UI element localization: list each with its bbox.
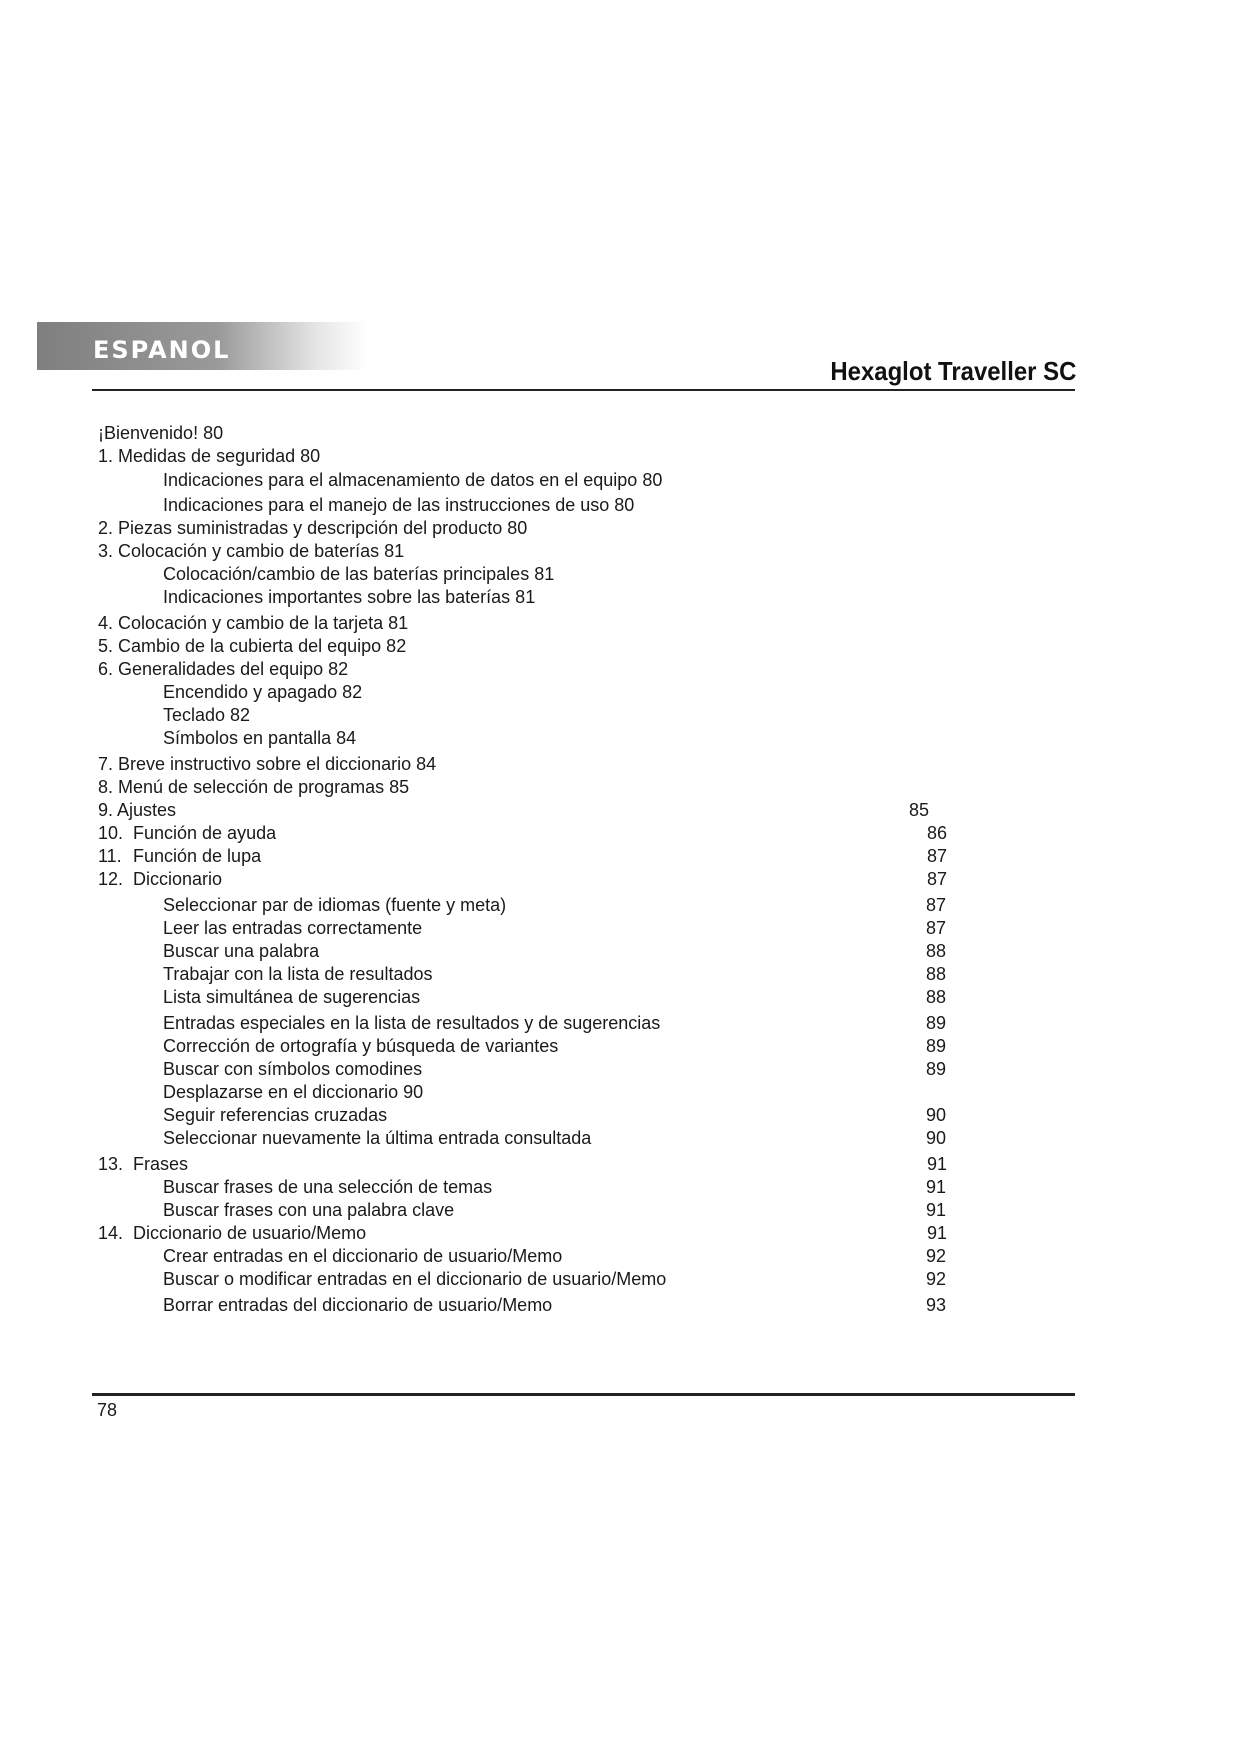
toc-entry-page: 91 — [927, 1154, 948, 1174]
toc-entry — [98, 754, 1048, 774]
toc-entry — [98, 1200, 1048, 1220]
toc-entry-text: Leer las entradas correctamente — [163, 918, 423, 938]
toc-entry-text: 12. — [98, 869, 124, 889]
toc-entry-text: Seleccionar par de idiomas (fuente y meta) — [163, 895, 507, 915]
toc-entry — [98, 1105, 1048, 1125]
toc-entry-text: Buscar una palabra — [163, 941, 320, 961]
toc-entry — [98, 659, 1048, 679]
toc-entry — [98, 987, 1048, 1007]
toc-entry-text: ¡Bienvenido! 80 — [98, 423, 224, 443]
toc-entry-text: 2. Piezas suministradas y descripción del producto 80 — [98, 518, 528, 538]
toc-entry-page: 89 — [926, 1013, 947, 1033]
toc-entry-page: 87 — [926, 895, 947, 915]
toc-entry — [98, 587, 1048, 607]
toc-entry-text: Trabajar con la lista de resultados — [163, 964, 433, 984]
toc-entry-title: Frases — [133, 1154, 189, 1174]
toc-entry — [98, 1223, 1048, 1243]
toc-entry — [98, 1059, 1048, 1079]
toc-entry — [98, 800, 1048, 820]
toc-entry — [98, 1246, 1048, 1266]
toc-entry — [98, 423, 1048, 443]
toc-entry — [98, 1269, 1048, 1289]
toc-entry-text: Lista simultánea de sugerencias — [163, 987, 421, 1007]
footer-rule — [92, 1393, 1075, 1396]
toc-entry-title: Función de lupa — [133, 846, 262, 866]
toc-entry-text: Indicaciones para el almacenamiento de datos en el equipo 80 — [163, 470, 663, 490]
toc-entry-text: Encendido y apagado 82 — [163, 682, 363, 702]
toc-entry-text: Buscar con símbolos comodines — [163, 1059, 423, 1079]
toc-entry-text: Seguir referencias cruzadas — [163, 1105, 388, 1125]
toc-entry — [98, 1295, 1048, 1315]
toc-entry — [98, 1013, 1048, 1033]
header-rule — [92, 389, 1075, 391]
toc-entry — [98, 1154, 1048, 1174]
toc-entry-page: 89 — [926, 1036, 947, 1056]
language-tab — [37, 322, 367, 370]
page-number: 78 — [97, 1400, 118, 1420]
toc-entry — [98, 518, 1048, 538]
toc-entry-page: 86 — [927, 823, 948, 843]
toc-entry — [98, 446, 1048, 466]
toc-entry-page: 90 — [926, 1128, 947, 1148]
toc-entry-title: Diccionario de usuario/Memo — [133, 1223, 367, 1243]
toc-entry-page: 87 — [927, 869, 948, 889]
toc-entry-text: 5. Cambio de la cubierta del equipo 82 — [98, 636, 407, 656]
toc-entry — [98, 964, 1048, 984]
toc-entry-text: Indicaciones importantes sobre las baterías 81 — [163, 587, 536, 607]
toc-entry-page: 85 — [909, 800, 930, 820]
toc-entry-text: Crear entradas en el diccionario de usuario/Memo — [163, 1246, 563, 1266]
toc-entry-page: 89 — [926, 1059, 947, 1079]
toc-entry — [98, 846, 1048, 866]
toc-entry — [98, 705, 1048, 725]
toc-entry-page: 92 — [926, 1269, 947, 1289]
toc-entry — [98, 495, 1048, 515]
toc-entry-title: Función de ayuda — [133, 823, 277, 843]
toc-entry-text: Borrar entradas del diccionario de usuario/Memo — [163, 1295, 553, 1315]
toc-entry-text: Indicaciones para el manejo de las instrucciones de uso 80 — [163, 495, 635, 515]
toc-entry-text: 11. — [98, 846, 122, 866]
toc-entry — [98, 682, 1048, 702]
toc-entry-text: Corrección de ortografía y búsqueda de variantes — [163, 1036, 559, 1056]
toc-entry — [98, 728, 1048, 748]
toc-entry — [98, 636, 1048, 656]
toc-entry — [98, 918, 1048, 938]
toc-entry-text: 4. Colocación y cambio de la tarjeta 81 — [98, 613, 409, 633]
toc-entry-page: 91 — [926, 1200, 947, 1220]
toc-entry — [98, 823, 1048, 843]
toc-entry-page: 88 — [926, 941, 947, 961]
toc-entry-text: 13. — [98, 1154, 124, 1174]
toc-entry-page: 93 — [926, 1295, 947, 1315]
toc-entry-text: Buscar frases con una palabra clave — [163, 1200, 455, 1220]
toc-entry-text: Entradas especiales en la lista de resultados y de sugerencias — [163, 1013, 661, 1033]
toc-entry-page: 92 — [926, 1246, 947, 1266]
toc-entry-text: 10. — [98, 823, 124, 843]
toc-entry-title: Diccionario — [133, 869, 223, 889]
toc-entry — [98, 777, 1048, 797]
toc-entry-text: Símbolos en pantalla 84 — [163, 728, 357, 748]
toc-entry-page: 87 — [926, 918, 947, 938]
toc-entry-text: 7. Breve instructivo sobre el diccionario 84 — [98, 754, 437, 774]
toc-entry-text: Teclado 82 — [163, 705, 251, 725]
toc-entry-text: 14. — [98, 1223, 124, 1243]
toc-entry-page: 87 — [927, 846, 948, 866]
toc-entry-text: 6. Generalidades del equipo 82 — [98, 659, 349, 679]
toc-entry — [98, 941, 1048, 961]
toc-entry-page: 88 — [926, 987, 947, 1007]
toc-entry — [98, 895, 1048, 915]
toc-entry-text: 9. Ajustes — [98, 800, 177, 820]
product-title: Hexaglot Traveller SC — [830, 356, 1076, 386]
toc-entry — [98, 1128, 1048, 1148]
toc-entry-text: 8. Menú de selección de programas 85 — [98, 777, 410, 797]
language-label: ESPANOL — [93, 336, 231, 364]
toc-entry-text: Colocación/cambio de las baterías principales 81 — [163, 564, 555, 584]
toc-entry — [98, 470, 1048, 490]
toc-entry-text: Desplazarse en el diccionario 90 — [163, 1082, 424, 1102]
toc-entry — [98, 564, 1048, 584]
toc-entry-text: Seleccionar nuevamente la última entrada consultada — [163, 1128, 592, 1148]
toc-entry-page: 90 — [926, 1105, 947, 1125]
toc-entry-text: Buscar frases de una selección de temas — [163, 1177, 493, 1197]
toc-entry-text: Buscar o modificar entradas en el diccionario de usuario/Memo — [163, 1269, 667, 1289]
toc-entry — [98, 869, 1048, 889]
toc-entry — [98, 1177, 1048, 1197]
toc-entry — [98, 1082, 1048, 1102]
toc-entry-text: 3. Colocación y cambio de baterías 81 — [98, 541, 405, 561]
toc-entry — [98, 541, 1048, 561]
toc-entry-page: 88 — [926, 964, 947, 984]
toc-entry — [98, 1036, 1048, 1056]
toc-entry-page: 91 — [926, 1177, 947, 1197]
toc-entry — [98, 613, 1048, 633]
toc-entry-text: 1. Medidas de seguridad 80 — [98, 446, 321, 466]
toc-entry-page: 91 — [927, 1223, 948, 1243]
